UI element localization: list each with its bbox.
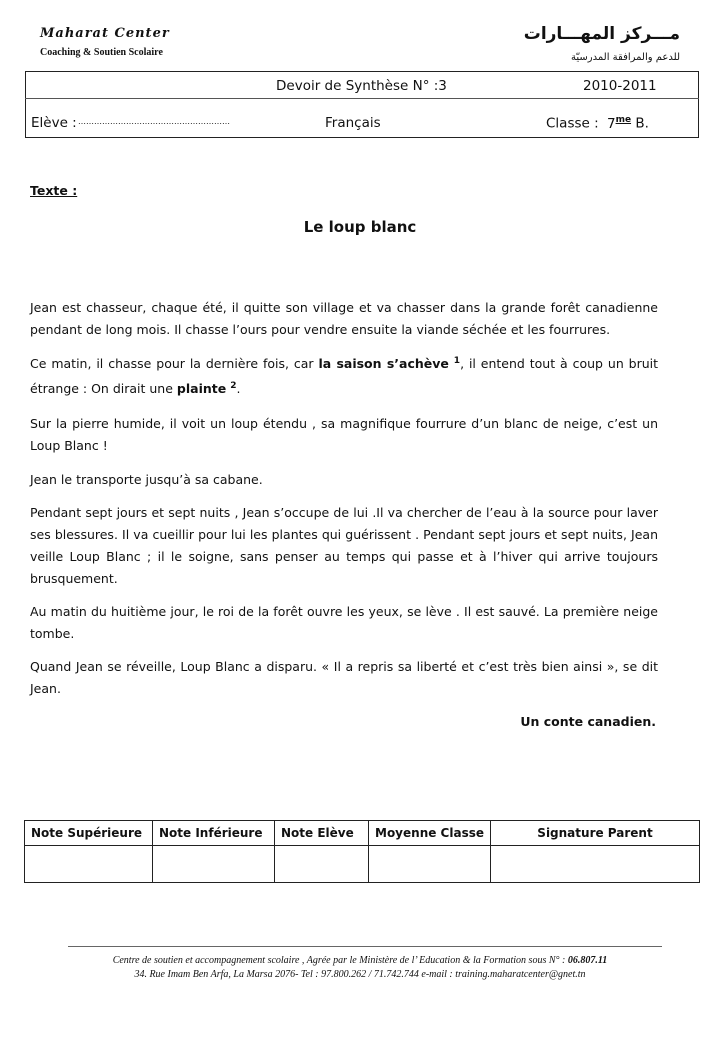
paragraph-4: Jean le transporte jusqu’à sa cabane. <box>30 472 263 487</box>
footnote-2: 2 <box>230 381 237 392</box>
footer-accreditation-number: 06.807.11 <box>567 955 608 966</box>
class-number-suffix: me <box>615 115 632 125</box>
header-divider <box>25 98 699 99</box>
header-note-inferieure: Note Inférieure <box>153 821 275 846</box>
footer-line-1 <box>0 955 720 966</box>
signature-parent-cell[interactable] <box>491 846 700 883</box>
center-name: Maharat Center <box>40 26 170 41</box>
note-inferieure-cell[interactable] <box>153 846 275 883</box>
text-label: Texte : <box>30 183 78 198</box>
student-label: Elève : <box>31 115 77 131</box>
vocab-word-1: la saison s’achève <box>318 356 449 372</box>
center-name-arabic: مـــركز المهـــارات <box>523 24 680 44</box>
header-note-eleve: Note Elève <box>275 821 369 846</box>
paragraph-2-text-b: , il entend tout à coup un bruit étrange : On dirait une <box>30 356 659 397</box>
grades-header-row <box>25 821 700 846</box>
paragraph-2-text-c: . <box>236 381 241 397</box>
header-signature-parent: Signature Parent <box>491 821 700 846</box>
footer-line-2: 34. Rue Imam Ben Arfa, La Marsa 2076- Tel : 97.800.262 / 71.742.744 e-mail : training.maharatcenter@gnet.tn <box>134 969 586 980</box>
center-logo <box>40 26 170 58</box>
paragraph-2-text-a: Ce matin, il chasse pour la dernière fois, car <box>30 356 319 372</box>
text-source: Un conte canadien. <box>520 714 656 729</box>
paragraph-1: Jean est chasseur, chaque été, il quitte son village et va chasser dans la grande forêt canadienne pendant de long mois. Il chasse l’ours pour vendre ensuite la viande séchée et les fourrures. <box>30 300 658 337</box>
header-note-superieure: Note Supérieure <box>25 821 153 846</box>
footer-rule <box>68 946 662 947</box>
class-field <box>546 115 649 132</box>
header-moyenne-classe: Moyenne Classe <box>369 821 491 846</box>
grades-table <box>24 820 700 883</box>
class-number: 7 <box>606 115 616 132</box>
moyenne-classe-cell[interactable] <box>369 846 491 883</box>
footer-accreditation: Centre de soutien et accompagnement scolaire , Agrée par le Ministère de l’ Education & la Formation sous N° : <box>112 955 568 966</box>
center-subtitle: Coaching & Soutien Scolaire <box>40 47 163 58</box>
paragraph-5: Pendant sept jours et sept nuits , Jean s’occupe de lui .Il va chercher de l’eau à la source pour laver ses blessures. Il va cueillir pour lui les plantes qui guérissent . Pendant sept jours et sept nuits, Jean veille Loup Blanc ; il le soigne, sans penser au temps qui passe et à l’hiver qui arrive toujours brusquement. <box>30 505 658 586</box>
subject: Français <box>325 115 381 131</box>
text-title: Le loup blanc <box>303 218 417 236</box>
center-subtitle-arabic: للدعم والمرافقة المدرسيّة <box>571 52 680 63</box>
note-eleve-cell[interactable] <box>275 846 369 883</box>
paragraph-6: Au matin du huitième jour, le roi de la forêt ouvre les yeux, se lève . Il est sauvé. La première neige tombe. <box>30 604 658 641</box>
exam-title: Devoir de Synthèse N° :3 <box>276 78 447 94</box>
center-logo-arabic <box>524 24 680 63</box>
note-superieure-cell[interactable] <box>25 846 153 883</box>
class-label: Classe : <box>546 115 599 132</box>
footnote-1: 1 <box>453 356 461 366</box>
paragraph-2 <box>30 350 658 400</box>
class-section: B. <box>631 115 649 132</box>
student-name-line: ………………………………………………… <box>78 117 230 126</box>
grades-values-row <box>25 846 700 883</box>
school-year: 2010-2011 <box>583 78 657 94</box>
vocab-word-2: plainte <box>176 381 227 397</box>
paragraph-3: Sur la pierre humide, il voit un loup étendu , sa magnifique fourrure d’un blanc de neige, c’est un Loup Blanc ! <box>30 416 658 453</box>
paragraph-7: Quand Jean se réveille, Loup Blanc a disparu. « Il a repris sa liberté et c’est très bien ainsi », se dit Jean. <box>30 659 658 696</box>
